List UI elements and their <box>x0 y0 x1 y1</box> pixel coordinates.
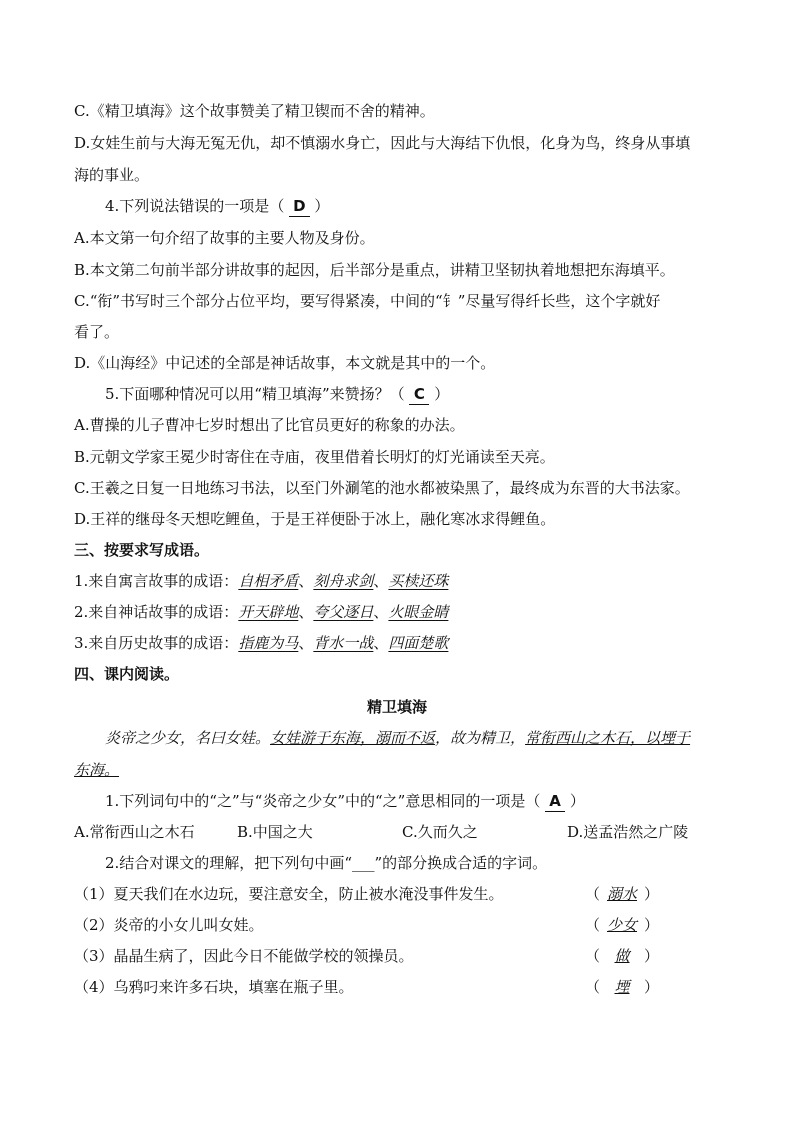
reading-question-2: 2.结合对课文的理解，把下列句中画“___”的部分换成合适的字词。 <box>105 854 548 872</box>
passage-title: 精卫填海 <box>366 698 427 716</box>
idiom-row-3-label: 3.来自历史故事的成语： <box>74 634 239 652</box>
idiom-answer: 开天辟地 <box>238 603 299 621</box>
idiom-answer: 四面楚歌 <box>388 634 449 652</box>
answer-text: 少女 <box>607 916 638 934</box>
separator: 、 <box>298 603 314 621</box>
line-d-prev-1: D.女娃生前与大海无冤无仇，却不慎溺水身亡，因此与大海结下仇恨，化身为鸟，终身从事填 <box>74 134 691 152</box>
reading-question-1-end: ） <box>569 792 585 810</box>
r1-option-b: B.中国之大 <box>237 823 313 841</box>
q5-option-d: D.王祥的继母冬天想吃鲤鱼，于是王祥便卧于冰上，融化寒冰求得鲤鱼。 <box>74 510 556 528</box>
reading-question-1-text: 1.下列词句中的“之”与“炎帝之少女”中的“之”意思相同的一项是（ <box>105 792 541 810</box>
q5-option-a: A.曹操的儿子曹冲七岁时想出了比官员更好的称象的办法。 <box>74 416 465 434</box>
idiom-answer: 刻舟求剑 <box>313 572 374 590</box>
idiom-answer: 指鹿为马 <box>238 634 299 652</box>
paren-open: （ <box>585 916 601 934</box>
q4-option-a: A.本文第一句介绍了故事的主要人物及身份。 <box>74 229 375 247</box>
idiom-answer: 买椟还珠 <box>388 572 449 590</box>
passage-underlined: 常衔西山之木石，以堙于 <box>525 729 691 747</box>
q5-option-c: C.王羲之日复一日地练习书法，以至门外涮笔的池水都被染黑了，最终成为东晋的大书法家。 <box>74 479 690 497</box>
idiom-answer: 背水一战 <box>313 634 374 652</box>
r2-item-2-answer <box>585 915 659 935</box>
r1-option-d: D.送孟浩然之广陵 <box>567 823 689 841</box>
paren-close: ） <box>644 947 660 965</box>
r2-item-4-answer <box>585 977 659 997</box>
separator: 、 <box>373 572 389 590</box>
q4-option-d: D.《山海经》中记述的全部是神话故事，本文就是其中的一个。 <box>74 354 496 372</box>
question-4 <box>105 196 329 217</box>
question-4-answer: D <box>289 196 309 217</box>
question-5-answer: C <box>409 384 429 405</box>
passage-segment: 炎帝之少女，名曰女娃。 <box>105 729 271 747</box>
r2-item-2: （2）炎帝的小女儿叫女娃。 <box>74 916 264 934</box>
r2-item-4: （4）乌鸦叼来许多石块，填塞在瓶子里。 <box>74 978 354 996</box>
answer-text: 做 <box>614 947 630 965</box>
question-5-end: ） <box>434 385 450 403</box>
separator: 、 <box>373 603 389 621</box>
paren-open: （ <box>585 947 601 965</box>
separator: 、 <box>298 572 314 590</box>
answer-text: 溺水 <box>607 885 638 903</box>
idiom-row-3 <box>74 633 448 653</box>
q4-option-c-2: 看了。 <box>74 323 120 341</box>
q5-option-b: B.元朝文学家王冕少时寄住在寺庙，夜里借着长明灯的灯光诵读至天亮。 <box>74 448 555 466</box>
idiom-answer: 夸父逐日 <box>313 603 374 621</box>
reading-question-1-answer: A <box>545 791 565 812</box>
idiom-row-1-label: 1.来自寓言故事的成语： <box>74 572 239 590</box>
paren-close: ） <box>644 978 660 996</box>
passage-segment: ，故为精卫， <box>435 729 526 747</box>
r2-item-1-answer <box>585 884 659 904</box>
idiom-row-2-label: 2.来自神话故事的成语： <box>74 603 239 621</box>
paren-close: ） <box>644 885 660 903</box>
r2-item-1: （1）夏天我们在水边玩，要注意安全，防止被水淹没事件发生。 <box>74 885 504 903</box>
r1-option-c: C.久而久之 <box>402 823 478 841</box>
q4-option-c-1: C.“衔”书写时三个部分占位平均，要写得紧凑，中间的“钅”尽量写得纤长些，这个字就好 <box>74 292 661 310</box>
passage-line-2: 东海。 <box>74 761 120 779</box>
idiom-answer: 火眼金睛 <box>388 603 449 621</box>
section-3-heading: 三、按要求写成语。 <box>74 541 210 559</box>
r2-item-3-answer <box>585 946 659 966</box>
passage-line-1 <box>105 728 690 748</box>
separator: 、 <box>373 634 389 652</box>
question-4-end: ） <box>314 197 330 215</box>
paren-close: ） <box>644 916 660 934</box>
question-4-text: 4.下列说法错误的一项是（ <box>105 197 285 215</box>
reading-question-1 <box>105 791 585 812</box>
separator: 、 <box>298 634 314 652</box>
question-5 <box>105 384 449 405</box>
answer-text: 堙 <box>614 978 630 996</box>
idiom-answer: 自相矛盾 <box>238 572 299 590</box>
passage-underlined: 女娃游于东海，溺而不返 <box>270 729 436 747</box>
r2-item-3: （3）晶晶生病了，因此今日不能做学校的领操员。 <box>74 947 414 965</box>
idiom-row-1 <box>74 571 448 591</box>
line-d-prev-2: 海的事业。 <box>74 166 150 184</box>
r1-option-a: A.常衔西山之木石 <box>74 823 195 841</box>
q4-option-b: B.本文第二句前半部分讲故事的起因，后半部分是重点，讲精卫坚韧执着地想把东海填平。 <box>74 261 675 279</box>
line-c-prev: C.《精卫填海》这个故事赞美了精卫锲而不舍的精神。 <box>74 102 435 120</box>
question-5-text: 5.下面哪种情况可以用“精卫填海”来赞扬？（ <box>105 385 405 403</box>
section-4-heading: 四、课内阅读。 <box>74 665 180 683</box>
paren-open: （ <box>585 978 601 996</box>
paren-open: （ <box>585 885 601 903</box>
idiom-row-2 <box>74 602 448 622</box>
